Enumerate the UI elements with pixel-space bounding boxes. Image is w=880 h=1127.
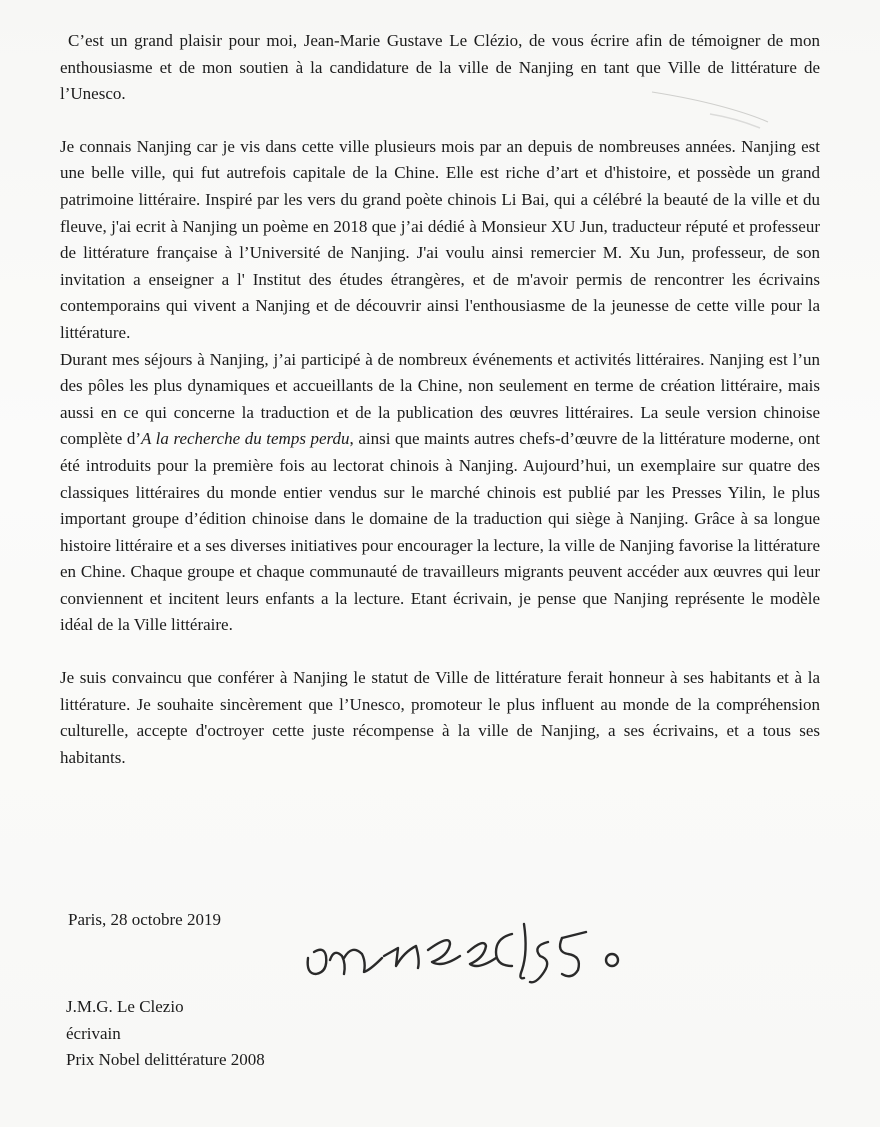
letter-body <box>60 28 820 771</box>
paragraph-literary-activities-part1: Durant mes séjours à Nanjing, j’ai participé à de nombreux événements et activités littéraires. Nanjing est l’un des pôles les plus dynamiques et accueillants de la Chine, non seulement en terme de création littéraire, mais aussi en ce qui concerne la traduction et de la publication des œuvres littéraires. La seule version chinoise complète d’ <box>60 349 820 449</box>
paragraph-nanjing-connection: Je connais Nanjing car je vis dans cette ville plusieurs mois par an depuis de nombreuses années. Nanjing est une belle ville, qui fut autrefois capitale de la Chine. Elle est riche d’art et d'histoire, et possède un grand patrimoine littéraire. Inspiré par les vers du grand poète chinois Li Bai, qui a célébré la beauté de la ville et du fleuve, j'ai ecrit à Nanjing un poème en 2018 que j’ai dédié à Monsieur XU Jun, traducteur réputé et professeur de littérature française à l’Université de Nanjing. J'ai voulu ainsi remercier M. Xu Jun, professeur, de son invitation a enseigner a l' Institut des études étrangères, et de m'avoir permis de rencontrer les écrivains contemporains qui vivent a Nanjing et de découvrir ainsi l'enthousiasme de la jeunesse de cette ville pour la littérature. <box>60 136 820 342</box>
place-and-date: Paris, 28 octobre 2019 <box>68 910 221 929</box>
paragraph-literary-activities-part2: , ainsi que maints autres chefs-d’œuvre de la littérature moderne, ont été introduits pour la première fois au lectorat chinois à Nanjing. Aujourd’hui, un exemplaire sur quatre des classiques littéraires du monde entier vendus sur le marché chinois est publié par les Presses Yilin, le plus important groupe d’édition chinoise dans le domaine de la traduction qui siège à Nanjing. Grâce à sa longue histoire littéraire et a ses diverses initiatives pour encourager la lecture, la ville de Nanjing favorise la littérature en Chine. Chaque groupe et chaque communauté de travailleurs migrants peuvent accéder aux œuvres qui leur conviennent et incitent leurs enfants a la lecture. Etant écrivain, je pense que Nanjing représente le modèle idéal de la Ville littéraire. <box>60 429 820 635</box>
paragraph-conclusion: Je suis convaincu que conférer à Nanjing le statut de Ville de littérature ferait honneur à ses habitants et à la littérature. Je souhaite sincèrement que l’Unesco, promoteur le plus influent au monde de la compréhension culturelle, accepte d'octroyer cette juste récompense à la ville de Nanjing, a ses écrivains, et a tous ses habitants. <box>60 668 820 767</box>
proust-title: A la recherche du temps perdu <box>141 429 350 449</box>
paragraph-literary-activities <box>60 347 820 640</box>
signatory-award: Prix Nobel delittérature 2008 <box>66 1050 265 1069</box>
signatory-role: écrivain <box>66 1023 121 1043</box>
paragraph-intro: C’est un grand plaisir pour moi, Jean-Marie Gustave Le Clézio, de vous écrire afin de témoigner de mon enthousiasme et de mon soutien à la candidature de la ville de Nanjing en tant que Ville de littérature de l’Unesco. <box>60 31 820 104</box>
signatory-block <box>66 994 265 1074</box>
handwritten-signature <box>300 912 630 992</box>
signatory-name: J.M.G. Le Clezio <box>66 997 184 1016</box>
